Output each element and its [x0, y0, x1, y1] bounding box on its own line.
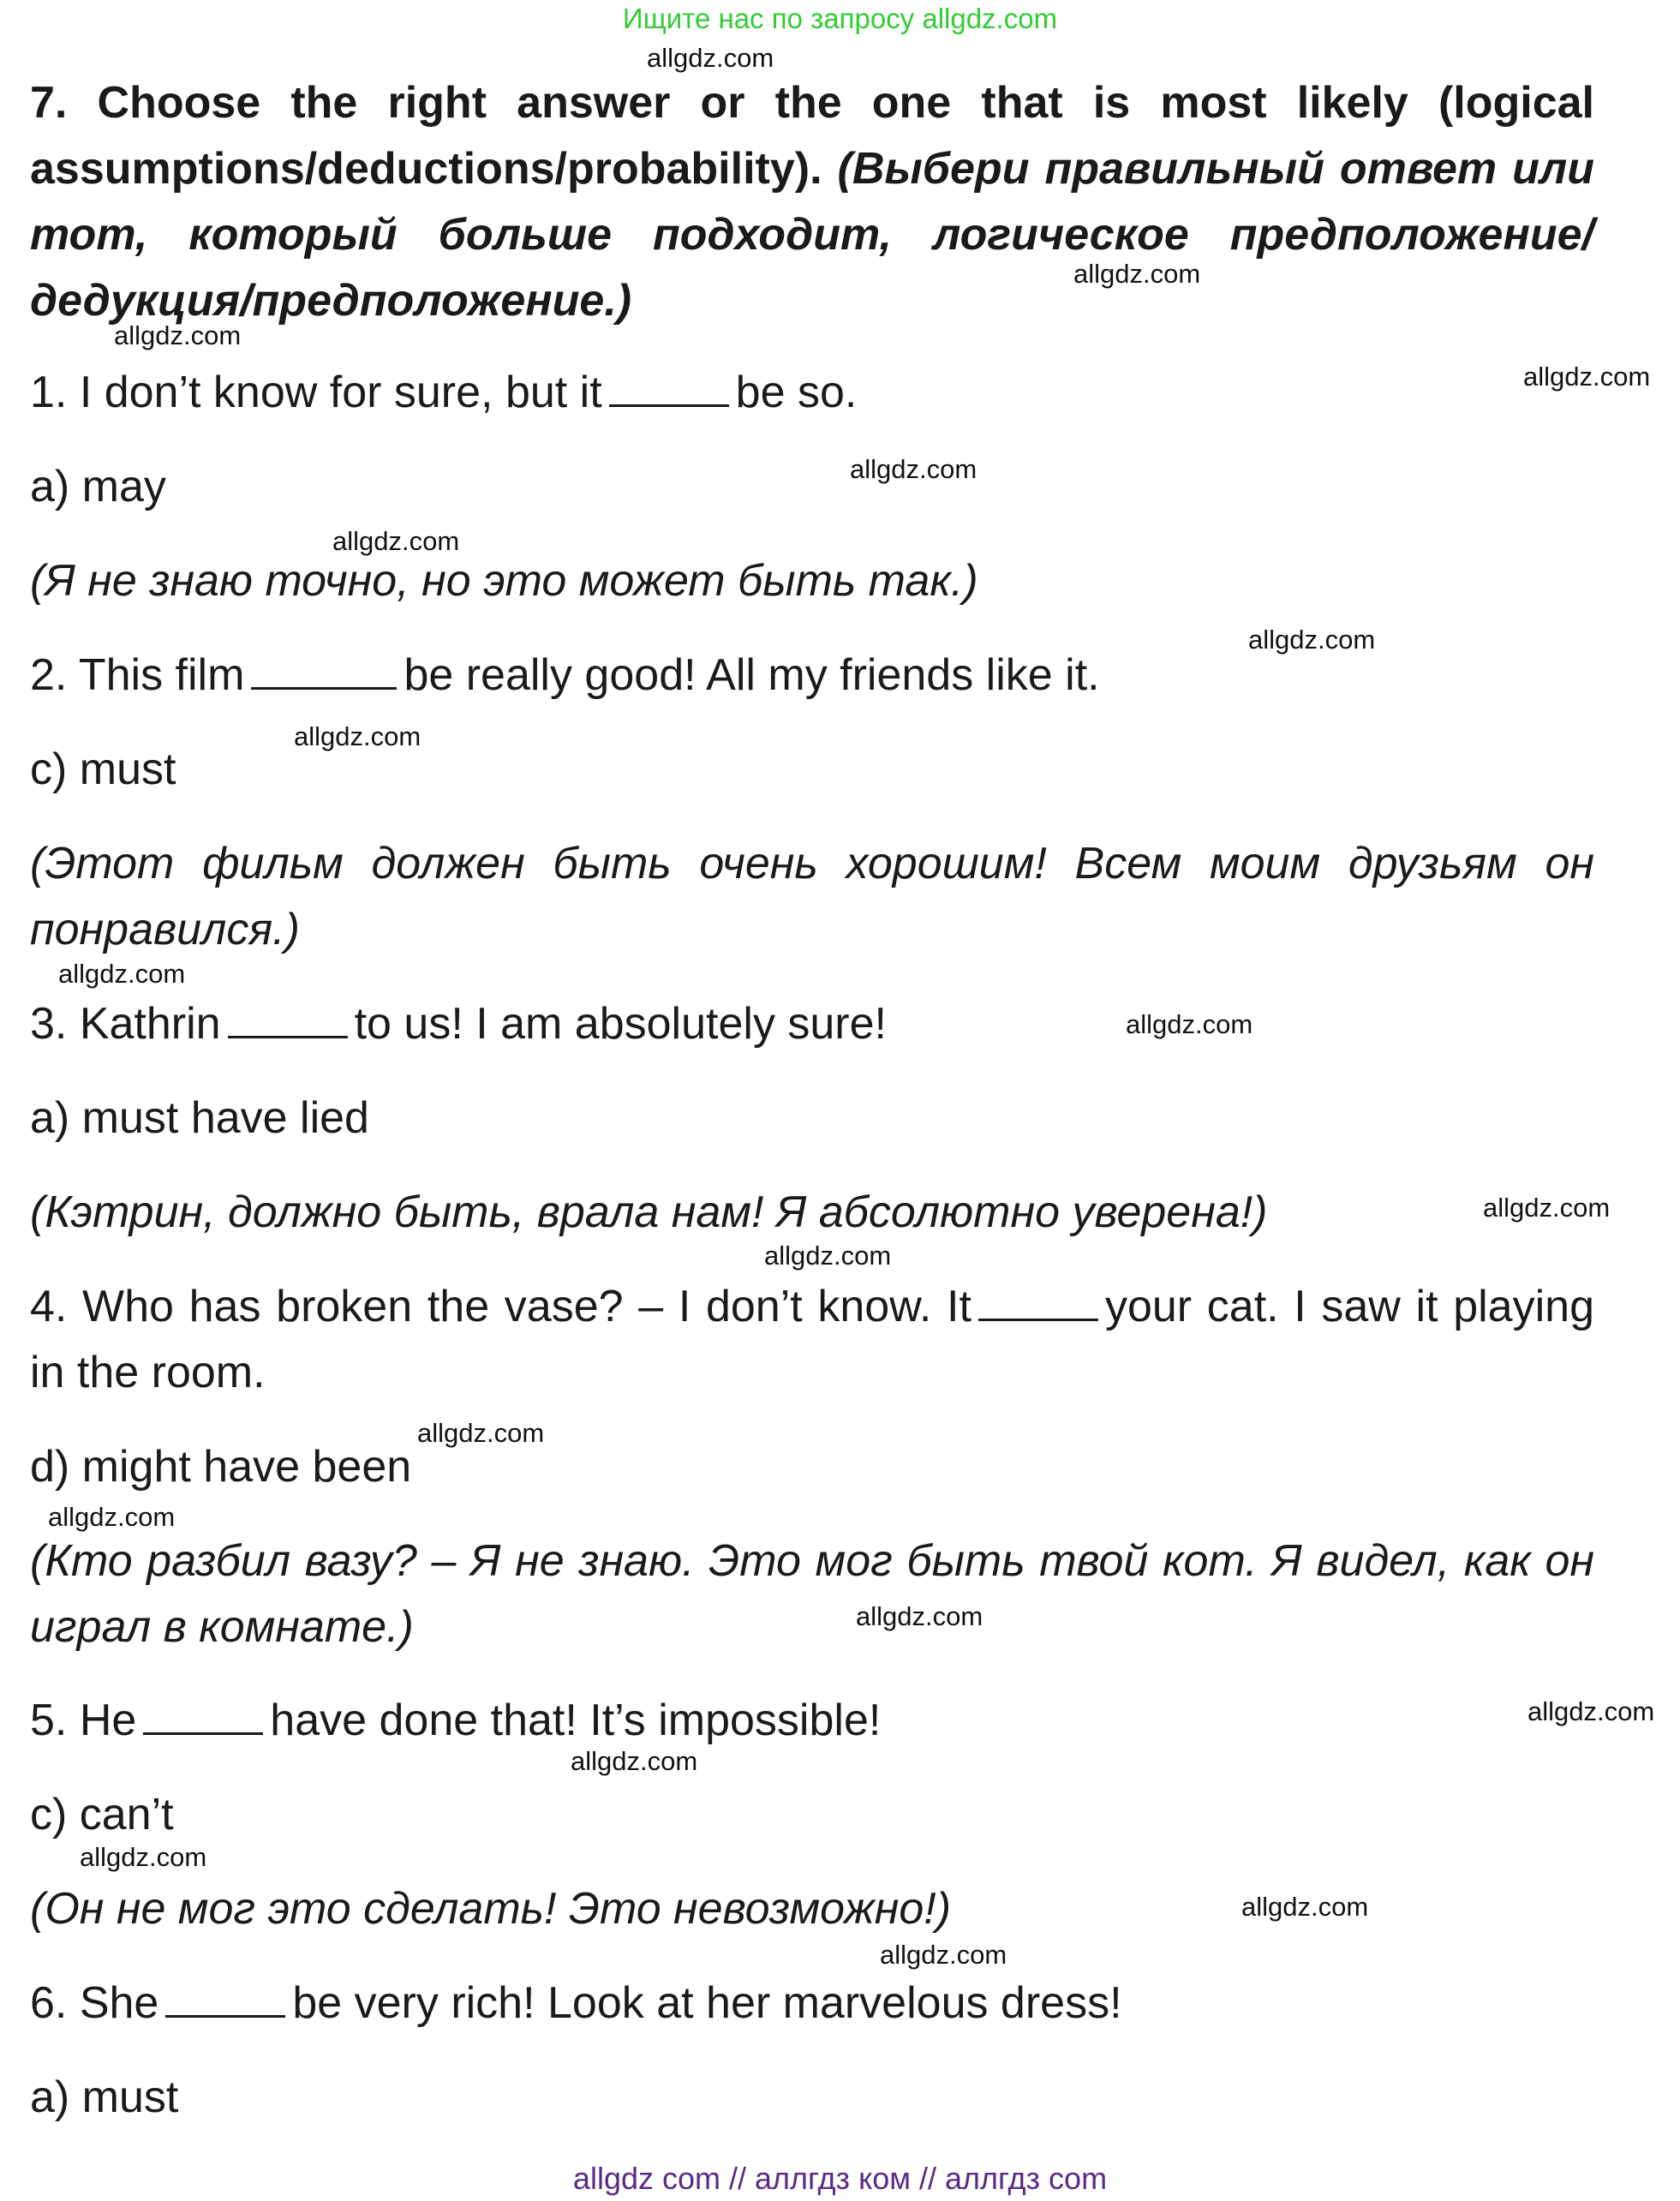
- question-3: [30, 991, 1594, 1056]
- watermark: allgdz.com: [294, 721, 421, 751]
- answer-5: c) can’t: [30, 1790, 174, 1839]
- question-text: 2. This film: [30, 650, 245, 700]
- watermark: allgdz.com: [58, 959, 186, 989]
- answer-4: d) might have been: [30, 1442, 412, 1492]
- footer-links[interactable]: allgdz com // аллгдз ком // аллгдз com: [572, 2161, 1108, 2196]
- watermark: allgdz.com: [850, 454, 978, 484]
- watermark: allgdz.com: [571, 1746, 698, 1776]
- watermark: allgdz.com: [1483, 1193, 1611, 1223]
- watermark: allgdz.com: [764, 1241, 892, 1271]
- question-text: have done that! It’s impossible!: [270, 1696, 882, 1745]
- answer-blank: [165, 1977, 285, 2018]
- watermark: allgdz.com: [114, 320, 242, 350]
- answer-3: a) must have lied: [30, 1093, 369, 1143]
- question-text: 5. He: [30, 1696, 137, 1745]
- question-2: [30, 643, 1594, 708]
- answer-2: c) must: [30, 745, 176, 794]
- question-text: be very rich! Look at her marvelous dress!: [292, 1978, 1122, 2028]
- question-text: be really good! All my friends like it.: [404, 650, 1100, 700]
- watermark: allgdz.com: [1523, 362, 1651, 392]
- answer-blank: [978, 1281, 1098, 1321]
- watermark: allgdz.com: [80, 1842, 207, 1872]
- task-heading: [30, 70, 1594, 334]
- answer-blank: [228, 998, 348, 1038]
- question-text: your cat. I saw it playing in the room.: [30, 1282, 1594, 1397]
- question-text: 4. Who has broken the vase? – I don’t know. It: [30, 1282, 972, 1331]
- answer-blank: [251, 649, 397, 690]
- answer-6: a) must: [30, 2072, 179, 2122]
- translation-5: (Он не мог это сделать! Это невозможно!): [30, 1884, 952, 1934]
- translation-4: (Кто разбил вазу? – Я не знаю. Это мог быть твой кот. Я видел, как он играл в комнате.): [30, 1536, 1594, 1652]
- watermark: allgdz.com: [1528, 1696, 1655, 1726]
- task-heading-ru: (Выбери правильный ответ или тот, который больше подходит, логическое предположение/дедукция/предположение.): [30, 144, 1594, 326]
- answer-blank: [143, 1695, 263, 1735]
- question-text: 1. I don’t know for sure, but it: [30, 368, 602, 417]
- watermark: allgdz.com: [332, 526, 460, 556]
- watermark: allgdz.com: [1241, 1892, 1369, 1922]
- watermark: allgdz.com: [856, 1601, 983, 1631]
- watermark: allgdz.com: [647, 43, 774, 73]
- watermark: allgdz.com: [48, 1502, 176, 1532]
- question-text: be so.: [735, 368, 858, 417]
- answer-blank: [609, 367, 729, 407]
- top-banner[interactable]: Ищите нас по запросу allgdz.com: [622, 3, 1058, 34]
- watermark: allgdz.com: [417, 1418, 545, 1448]
- question-5: [30, 1688, 1594, 1753]
- question-6: [30, 1971, 1594, 2036]
- translation-3: (Кэтрин, должно быть, врала нам! Я абсолютно уверена!): [30, 1187, 1268, 1237]
- answer-1: a) may: [30, 462, 166, 511]
- watermark: allgdz.com: [880, 1940, 1007, 1970]
- translation-1: (Я не знаю точно, но это может быть так.): [30, 556, 978, 606]
- watermark: allgdz.com: [1126, 1009, 1253, 1039]
- question-text: to us! I am absolutely sure!: [354, 999, 887, 1049]
- question-1: [30, 360, 1594, 425]
- question-text: 6. She: [30, 1978, 159, 2028]
- question-4: [30, 1274, 1594, 1406]
- task-heading-en: 7. Choose the right answer or the one that is most likely (logical assumptions/deductions/probability).: [30, 78, 1594, 194]
- question-text: 3. Kathrin: [30, 999, 221, 1049]
- watermark: allgdz.com: [1248, 625, 1376, 655]
- translation-2: (Этот фильм должен быть очень хорошим! Всем моим друзьям он понравился.): [30, 839, 1594, 954]
- watermark: allgdz.com: [1073, 259, 1201, 289]
